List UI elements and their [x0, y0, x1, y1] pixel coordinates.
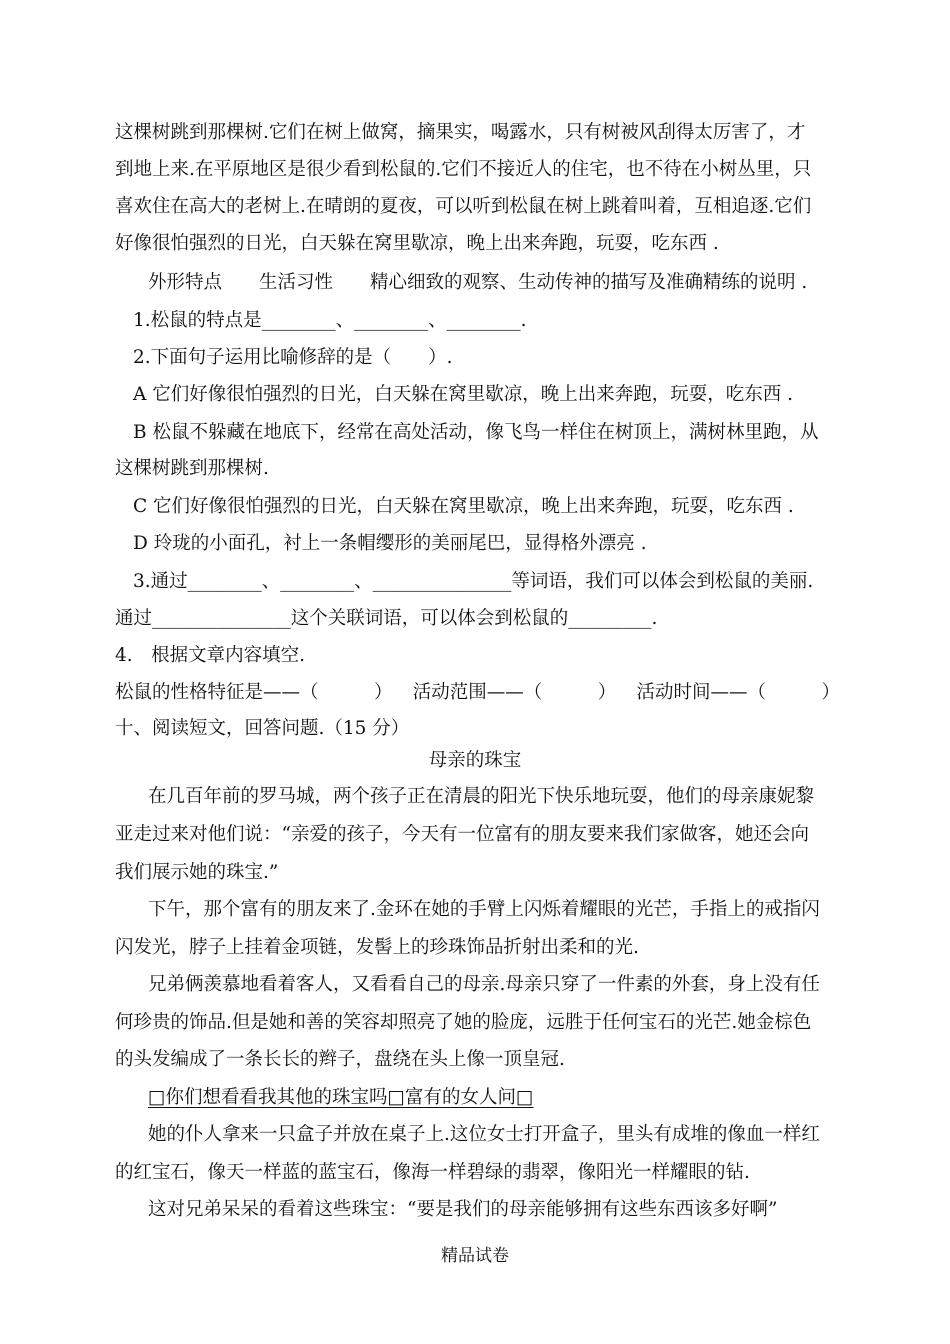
question-4-blanks [115, 680, 840, 706]
text-line: 的红宝石，像天一样蓝的蓝宝石，像海一样碧绿的翡翠，像阳光一样耀眼的钻. [115, 1162, 750, 1183]
text-line: 亚走过来对他们说：“亲爱的孩子，今天有一位富有的朋友要来我们家做客，她还会向 [115, 824, 809, 845]
text-line: 好像很怕强烈的日光，白天躲在窝里歇凉，晚上出来奔跑，玩耍，吃东西 . [115, 233, 719, 254]
text-line: 到地上来.在平原地区是很少看到松鼠的.它们不接近人的住宅，也不待在小树丛里，只 [115, 159, 812, 180]
text-line: 她的仆人拿来一只盒子并放在桌子上.这位女士打开盒子，里头有成堆的像血一样红 [148, 1124, 820, 1145]
page-footer: 精品试卷 [441, 1246, 509, 1266]
passage-title: 母亲的珠宝 [428, 750, 522, 771]
text-line: 何珍贵的饰品.但是她和善的笑容却照亮了她的脸庞，远胜于任何宝石的光芒.她金棕色 [115, 1012, 812, 1033]
text-line: 在几百年前的罗马城，两个孩子正在清晨的阳光下快乐地玩耍，他们的母亲康妮黎 [148, 786, 815, 807]
text-line: 的头发编成了一条长长的辫子，盘绕在头上像一顶皇冠. [115, 1049, 565, 1070]
option-c: C 它们好像很怕强烈的日光，白天躲在窝里歇凉，晚上出来奔跑，玩耍，吃东西 . [133, 496, 794, 517]
blank-time: 活动时间——（ ） [636, 682, 840, 703]
punctuation-question-line: □你们想看看我其他的珠宝吗□富有的女人问□ [148, 1087, 534, 1108]
question-4: 4. 根据文章内容填空. [115, 645, 306, 666]
text-line: 喜欢住在高大的老树上.在晴朗的夏夜，可以听到松鼠在树上跳着叫着，互相追逐.它们 [115, 196, 812, 217]
question-3: 3.通过________、________、_______________等词语，我们可以体会到松鼠的美丽. [133, 571, 814, 592]
option-b: B 松鼠不躲藏在地底下，经常在高处活动，像飞鸟一样住在树顶上，满树林里跑，从 [133, 422, 819, 443]
section-heading: 十、阅读短文，回答问题.（15 分） [115, 718, 410, 739]
option-d: D 玲珑的小面孔，衬上一条帽缨形的美丽尾巴，显得格外漂亮 . [133, 533, 647, 554]
option-b-continued: 这棵树跳到那棵树. [115, 458, 269, 479]
text-line: 下午，那个富有的朋友来了.金环在她的手臂上闪烁着耀眼的光芒，手指上的戒指闪 [148, 899, 820, 920]
text-line: 这棵树跳到那棵树.它们在树上做窝，摘果实，喝露水，只有树被风刮得太厉害了，才 [115, 122, 806, 143]
text-line: 这对兄弟呆呆的看着这些珠宝：“要是我们的母亲能够拥有这些东西该多好啊” [148, 1199, 778, 1220]
text-line: 我们展示她的珠宝.” [115, 862, 279, 883]
blank-range: 活动范围——（ ） [412, 682, 617, 703]
blank-personality: 松鼠的性格特征是——（ ） [115, 682, 393, 703]
question-2: 2.下面句子运用比喻修辞的是（ ）. [133, 347, 453, 368]
text-line: 兄弟俩羡慕地看着客人，又看看自己的母亲.母亲只穿了一件素的外套，身上没有任 [148, 974, 820, 995]
answer-key-line: 外形特点 生活习性 精心细致的观察、生动传神的描写及准确精练的说明 . [148, 272, 808, 293]
option-a: A 它们好像很怕强烈的日光，白天躲在窝里歇凉，晚上出来奔跑，玩耍，吃东西 . [133, 384, 794, 405]
question-3-continued: 通过_______________这个关联词语，可以体会到松鼠的_________. [115, 608, 658, 629]
question-1: 1.松鼠的特点是________、________、________. [133, 310, 527, 331]
text-line: 闪发光，脖子上挂着金项链，发髻上的珍珠饰品折射出柔和的光. [115, 937, 639, 958]
